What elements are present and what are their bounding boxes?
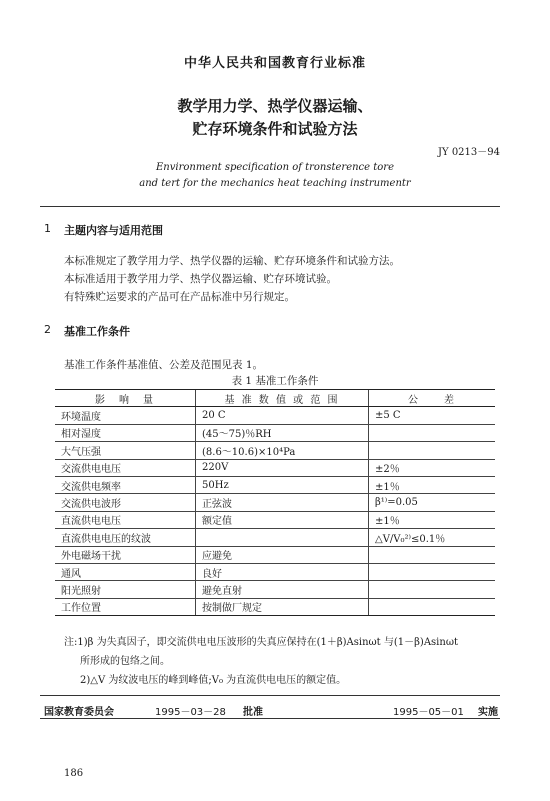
table-cell: β¹⁾=0.05: [369, 494, 496, 511]
table-cell: [369, 442, 496, 459]
table-cell: 良好: [196, 563, 369, 580]
table-cell: [369, 581, 496, 598]
implementation-label: 实施: [478, 707, 498, 718]
standard-code: JY 0213－94: [438, 147, 500, 158]
issuing-authority: 国家教育委员会: [44, 707, 114, 718]
document-title-line2: 贮存环境条件和试验方法: [192, 120, 358, 138]
implementation-date: 1995－05－01: [393, 707, 464, 718]
table-header-row: [55, 390, 495, 407]
table-cell: 工作位置: [55, 598, 196, 615]
table-caption: 表 1 基准工作条件: [231, 375, 319, 387]
table-row: [55, 529, 495, 546]
table-row: [55, 581, 495, 598]
table-row: [55, 546, 495, 563]
table-note: 注:1)β 为失真因子，即交流供电电压波形的失真应保持在(1＋β)Asinωt 与(1－β)Asinωt: [64, 637, 458, 648]
divider: [40, 206, 500, 207]
table-cell: 交流供电电压: [55, 459, 196, 476]
divider: [40, 695, 500, 696]
table-cell: [369, 598, 496, 615]
english-title-line2: and tert for the mechanics heat teaching instrumentr: [139, 178, 411, 189]
table-row: [55, 511, 495, 528]
english-title-line1: Environment specification of tronsterence tore: [155, 162, 394, 173]
table-cell: △V/V₀²⁾≤0.1％: [369, 529, 496, 546]
table-cell: 交流供电波形: [55, 494, 196, 511]
document-title-line1: 教学用力学、热学仪器运输、: [177, 97, 373, 115]
table-cell: ±1％: [369, 476, 496, 493]
divider: [40, 718, 500, 719]
paragraph: 有特殊贮运要求的产品可在产品标准中另行规定。: [64, 291, 295, 303]
table-cell: 应避免: [196, 546, 369, 563]
table-note: 2)△V 为纹波电压的峰到峰值;V₀ 为直流供电电压的额定值。: [80, 675, 347, 686]
conditions-table: [55, 389, 495, 616]
table-cell: 额定值: [196, 511, 369, 528]
table-cell: 直流供电电压的纹波: [55, 529, 196, 546]
table-cell: 阳光照射: [55, 581, 196, 598]
table-cell: 外电磁场干扰: [55, 546, 196, 563]
table-cell: 环境温度: [55, 407, 196, 424]
table-row: [55, 459, 495, 476]
table-cell: (45～75)％RH: [196, 424, 369, 441]
column-header: 影 响 量: [55, 390, 196, 407]
table-cell: 按制做厂规定: [196, 598, 369, 615]
table-cell: [369, 424, 496, 441]
paragraph: 基准工作条件基准值、公差及范围见表 1。: [64, 359, 264, 371]
section-number: 1: [44, 222, 51, 235]
table-cell: ±2％: [369, 459, 496, 476]
table-cell: [196, 529, 369, 546]
table-cell: (8.6～10.6)×10⁴Pa: [196, 442, 369, 459]
paragraph: 本标准适用于教学用力学、热学仪器运输、贮存环境试验。: [64, 273, 337, 285]
table-row: [55, 598, 495, 615]
approval-label: 批准: [243, 707, 263, 718]
table-cell: 交流供电频率: [55, 476, 196, 493]
table-row: [55, 563, 495, 580]
section-number: 2: [44, 323, 51, 336]
table-cell: 直流供电电压: [55, 511, 196, 528]
table-row: [55, 442, 495, 459]
table-cell: ±1％: [369, 511, 496, 528]
standard-category-header: 中华人民共和国教育行业标准: [183, 56, 366, 71]
section-heading: 基准工作条件: [64, 325, 130, 338]
table-cell: [369, 563, 496, 580]
section-heading: 主题内容与适用范围: [64, 224, 163, 237]
table-row: [55, 494, 495, 511]
table-cell: 避免直射: [196, 581, 369, 598]
approval-date: 1995－03－28: [155, 707, 226, 718]
column-header: 公 差: [369, 390, 496, 407]
table-cell: [369, 546, 496, 563]
table-cell: 相对湿度: [55, 424, 196, 441]
table-cell: 50Hz: [196, 476, 369, 493]
page-number: 186: [64, 768, 84, 779]
table-cell: 通风: [55, 563, 196, 580]
table-cell: 220V: [196, 459, 369, 476]
table-row: [55, 407, 495, 424]
table-cell: 20 C: [196, 407, 369, 424]
table-note: 所形成的包络之间。: [80, 656, 170, 667]
table-cell: 正弦波: [196, 494, 369, 511]
table-row: [55, 424, 495, 441]
table-cell: 大气压强: [55, 442, 196, 459]
table-row: [55, 476, 495, 493]
paragraph: 本标准规定了教学用力学、热学仪器的运输、贮存环境条件和试验方法。: [64, 255, 400, 267]
column-header: 基 准 数 值 或 范 围: [196, 390, 369, 407]
table-cell: ±5 C: [369, 407, 496, 424]
